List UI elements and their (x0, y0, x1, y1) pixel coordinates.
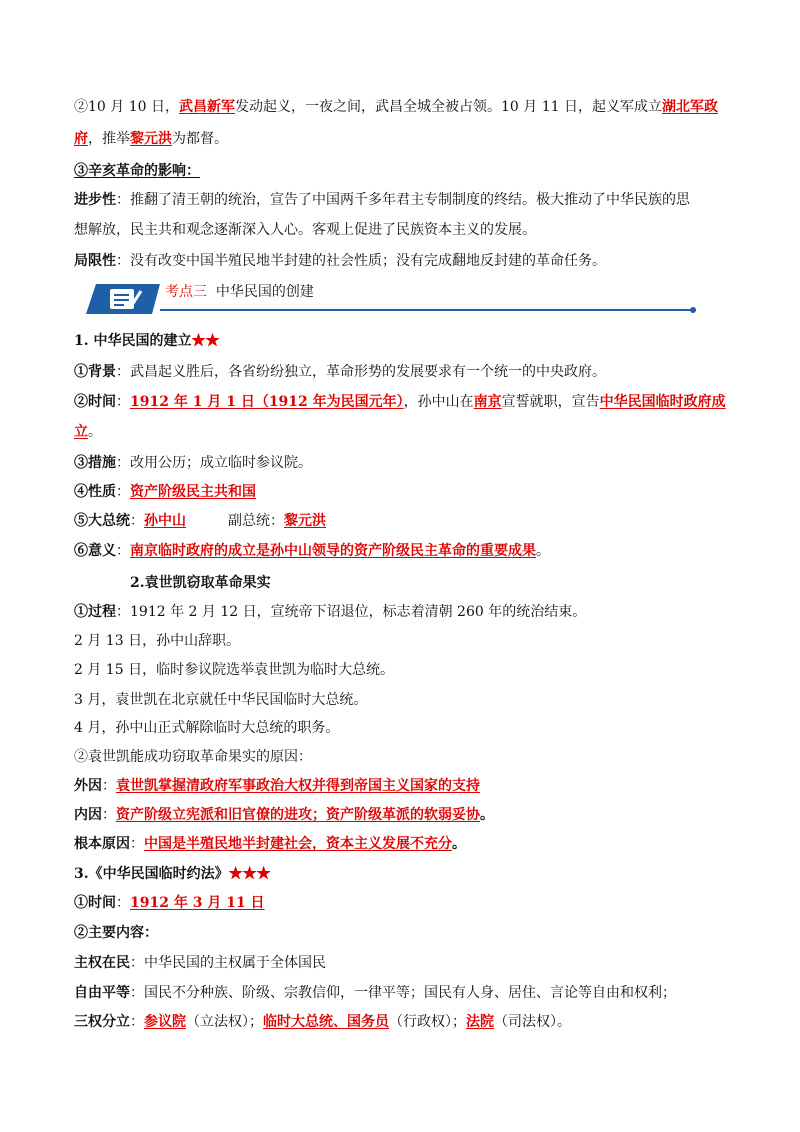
heading-text: 3.《中华民国临时约法》 (74, 866, 229, 882)
text-line (74, 251, 740, 271)
label: 自由平等 (74, 985, 130, 1001)
text: 2 月 13 日，孙中山辞职。 (74, 633, 241, 649)
text: ：国民不分种族、阶级、宗教信仰，一律平等；国民有人身、居住、言论等自由和权利； (130, 985, 676, 1001)
text-line (74, 511, 740, 531)
text-line (74, 747, 740, 767)
text: ： (130, 513, 144, 529)
text: ： (130, 1014, 144, 1030)
key-term: 参议院 (144, 1014, 186, 1030)
label: ①时间 (74, 895, 116, 911)
key-term: 孙中山 (144, 513, 186, 529)
key-term: 湖北军政 (661, 99, 718, 115)
key-term: 南京临时政府的成立是孙中山领导的资产阶级民主革命的重要成果 (130, 543, 536, 559)
text-line (74, 220, 740, 240)
importance-stars: ★★★ (228, 866, 271, 882)
text: ： (116, 484, 130, 500)
text: 发动起义，一夜之间，武昌全城全被占领。10 月 11 日，起义军成立 (234, 99, 662, 115)
text: ：没有改变中国半殖民地半封建的社会性质；没有完成翻地反封建的革命任务。 (116, 253, 606, 269)
banner-text: 中华民国的创建 (215, 284, 314, 300)
text: 3 月，袁世凯在北京就任中华民国临时大总统。 (74, 692, 368, 708)
label: ③措施 (74, 455, 116, 471)
text: ：武昌起义胜后，各省纷纷独立，革命形势的发展要求有一个统一的中央政府。 (116, 364, 606, 380)
text: ：改用公历；成立临时参议院。 (116, 455, 312, 471)
text-line (74, 776, 740, 796)
text: 2 月 15 日，临时参议院选举袁世凯为临时大总统。 (74, 662, 395, 678)
label: ①背景 (74, 364, 116, 380)
section-heading (74, 864, 740, 884)
key-term: 南京 (473, 394, 502, 410)
text-line (74, 1012, 740, 1032)
banner-underline (160, 309, 696, 311)
text-line (74, 805, 740, 825)
text: （司法权）。 (494, 1014, 571, 1030)
section-heading (130, 573, 740, 593)
text-line (74, 97, 740, 117)
text-line (74, 631, 740, 651)
label: 内因 (74, 807, 102, 823)
key-term: 临时大总统、国务员 (263, 1014, 389, 1030)
text: ： (102, 807, 116, 823)
text-line (74, 660, 740, 680)
text-line (74, 422, 740, 442)
banner-tag: 考点三 (165, 284, 207, 300)
text: 为都督。 (172, 131, 228, 147)
label: 主权在民 (74, 955, 130, 971)
subheading-text: ③辛亥革命的影响： (74, 163, 200, 179)
text-line (74, 923, 740, 943)
banner-dot (690, 307, 696, 313)
key-term: 立 (74, 424, 88, 440)
text-line (74, 190, 740, 210)
label: 三权分立 (74, 1014, 130, 1030)
text-line (74, 690, 740, 710)
text: （立法权）； (186, 1014, 263, 1030)
heading-text: 中华民国的建立 (93, 333, 192, 349)
text: ： (116, 895, 130, 911)
heading-number: 1. (74, 333, 89, 349)
text: ： (116, 543, 130, 559)
text: ②袁世凯能成功窃取革命果实的原因： (74, 749, 312, 765)
banner-title (165, 282, 314, 302)
label: 进步性 (74, 192, 116, 208)
key-term: 黎元洪 (284, 513, 326, 529)
section-heading (74, 331, 740, 351)
label: ⑤大总统 (74, 513, 130, 529)
text-line (74, 602, 740, 622)
text: 想解放，民主共和观念逐渐深入人心。客观上促进了民族资本主义的发展。 (74, 222, 536, 238)
text-line (74, 362, 740, 382)
text: ： (116, 394, 130, 410)
key-term: 中国是半殖民地半封建社会，资本主义发展不充分 (144, 836, 452, 852)
text: 副总统： (228, 513, 284, 529)
text: 4 月，孙中山正式解除临时大总统的职务。 (74, 720, 340, 736)
text-line (74, 953, 740, 973)
key-term: 中华民国临时政府成 (599, 394, 726, 410)
text: （行政权）； (389, 1014, 466, 1030)
label: ②主要内容： (74, 925, 158, 941)
text: ： (102, 778, 116, 794)
text: ：推翻了清王朝的统治，宣告了中国两千多年君主专制制度的终结。极大推动了中华民族的思 (116, 192, 690, 208)
text-line (74, 983, 740, 1003)
text: 。 (536, 543, 550, 559)
text: 宣誓就职，宣告 (501, 394, 600, 410)
label: ⑥意义 (74, 543, 116, 559)
text-line (74, 392, 740, 412)
text: 。 (88, 424, 102, 440)
key-term: 1912 年 3 月 11 日 (130, 895, 265, 911)
text: ②10 月 10 日， (74, 99, 179, 115)
label: ①过程 (74, 604, 116, 620)
label: ④性质 (74, 484, 116, 500)
key-term: 府 (74, 131, 88, 147)
text: 。 (480, 807, 494, 823)
key-term: 资产阶级民主共和国 (130, 484, 256, 500)
text-line (74, 541, 740, 561)
key-term: 资产阶级立宪派和旧官僚的进攻；资产阶级革派的软弱妥协 (116, 807, 480, 823)
subheading (74, 161, 740, 181)
text-line (74, 129, 740, 149)
text: ，孙中山在 (403, 394, 474, 410)
text-line (74, 893, 740, 913)
label: 根本原因 (74, 836, 130, 852)
text-line (74, 482, 740, 502)
text-line (74, 834, 740, 854)
key-term: 袁世凯掌握清政府军事政治大权并得到帝国主义国家的支持 (116, 778, 480, 794)
key-term: 法院 (466, 1014, 494, 1030)
label: 局限性 (74, 253, 116, 269)
text: ，推举 (88, 131, 130, 147)
text-line (74, 453, 740, 473)
key-term: 武昌新军 (178, 99, 235, 115)
heading-text: 2.袁世凯窃取革命果实 (130, 575, 271, 591)
importance-stars: ★★ (191, 333, 220, 349)
key-term: 1912 年 1 月 1 日（1912 年为民国元年） (130, 394, 404, 410)
label: ②时间 (74, 394, 116, 410)
label: 外因 (74, 778, 102, 794)
text: ： (130, 836, 144, 852)
text-line (74, 718, 740, 738)
text: 。 (452, 836, 466, 852)
text: ：1912 年 2 月 12 日，宣统帝下诏退位，标志着清朝 260 年的统治结束。 (116, 604, 587, 620)
text: ：中华民国的主权属于全体国民 (130, 955, 326, 971)
key-term: 黎元洪 (130, 131, 172, 147)
